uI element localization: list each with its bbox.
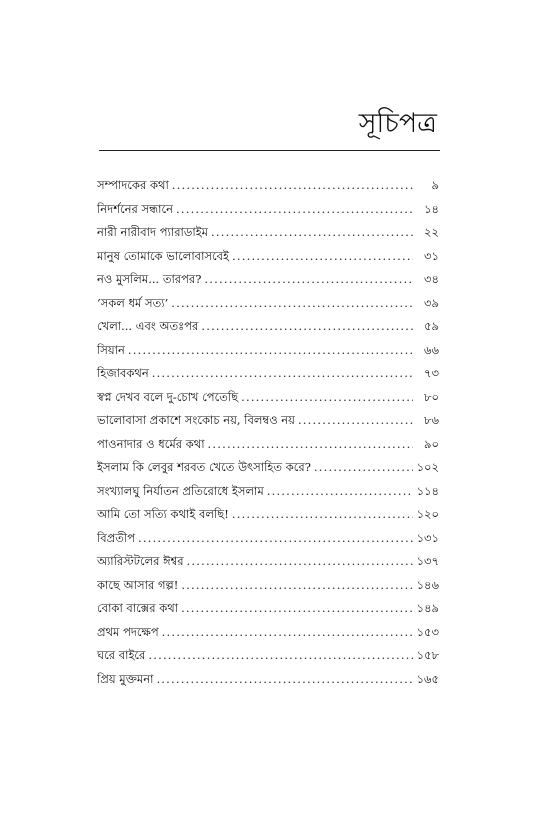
toc-entry[interactable] [97, 248, 439, 272]
toc-entry-title: নিদর্শনের সন্ধানে [97, 201, 173, 216]
dot-leader [314, 460, 413, 474]
toc-entry-title: মানুষ তোমাকে ভালোবাসবেই [97, 248, 230, 263]
toc-entry-page: ১৫৮ [416, 648, 439, 662]
toc-entry-title: সিয়ান [97, 342, 125, 357]
toc-entry-title: কাছে আসার গল্প! [97, 577, 179, 592]
toc-entry-title: প্রিয় মুক্তমনা [97, 671, 154, 686]
dot-leader [187, 554, 413, 568]
dot-leader [181, 578, 412, 592]
toc-entry[interactable] [97, 412, 439, 436]
table-of-contents [97, 177, 439, 694]
dot-leader [181, 601, 413, 615]
dot-leader [171, 296, 413, 310]
toc-entry-page: ৮০ [424, 389, 439, 404]
toc-entry[interactable] [97, 647, 439, 671]
dot-leader [172, 178, 413, 192]
toc-entry-page: ১০২ [416, 460, 439, 474]
toc-entry-page: ১৩১ [416, 530, 439, 545]
dot-leader [267, 484, 413, 498]
toc-entry-title: সংখ্যালঘু নির্যাতন প্রতিরোধে ইসলাম [97, 483, 264, 498]
toc-entry[interactable] [97, 600, 439, 624]
toc-entry-title: বিপ্রতীপ [97, 530, 135, 545]
toc-entry-page: ৭৩ [424, 366, 439, 380]
toc-entry-page: ১৪৯ [416, 601, 439, 615]
dot-leader [201, 319, 413, 333]
toc-entry[interactable] [97, 201, 439, 225]
toc-entry-title: খেলা... এবং অতঃপর [97, 319, 199, 333]
toc-entry-title: স্বপ্ন দেখব বলে দু-চোখ পেতেছি [97, 389, 239, 404]
toc-entry-page: ১১৪ [416, 483, 439, 498]
dot-leader [232, 249, 413, 263]
toc-entry[interactable] [97, 389, 439, 413]
dot-leader [128, 343, 413, 357]
toc-entry-page: ৯০ [424, 436, 439, 451]
toc-entry-page: ১৫৩ [416, 624, 439, 639]
toc-entry[interactable] [97, 530, 439, 554]
toc-entry-page: ২২ [424, 225, 439, 239]
toc-entry[interactable] [97, 295, 439, 319]
toc-entry[interactable] [97, 483, 439, 507]
toc-entry-title: ইসলাম কি লেবুর শরবত খেতে উৎসাহিত করে? [97, 460, 311, 474]
title-divider [99, 150, 440, 151]
dot-leader [156, 672, 412, 686]
toc-entry[interactable] [97, 577, 439, 601]
toc-entry-title: অ্যারিস্টটলের ঈশ্বর [97, 554, 184, 568]
page-title: সূচিপত্র [358, 108, 437, 139]
dot-leader [176, 202, 413, 216]
dot-leader [211, 225, 413, 239]
toc-entry-title: হিজাবকথন [97, 366, 149, 380]
toc-entry-page: ৫৯ [424, 319, 439, 333]
toc-entry-title: ভালোবাসা প্রকাশে সংকোচ নয়, বিলম্বও নয় [97, 413, 295, 427]
toc-entry-page: ৩১ [424, 248, 439, 263]
toc-entry[interactable] [97, 365, 439, 389]
dot-leader [152, 366, 413, 380]
toc-entry-title: নারী নারীবাদ প্যারাডাইম [97, 225, 209, 239]
toc-entry[interactable] [97, 459, 439, 483]
toc-entry[interactable] [97, 671, 439, 695]
toc-entry[interactable] [97, 224, 439, 248]
toc-entry-title: প্রথম পদক্ষেপ [97, 624, 159, 639]
toc-entry[interactable] [97, 506, 439, 530]
dot-leader [138, 531, 413, 545]
dot-leader [232, 507, 413, 521]
toc-entry[interactable] [97, 553, 439, 577]
toc-entry-title: পাওনাদার ও ধর্মের কথা [97, 436, 205, 451]
toc-entry-page: ৬৬ [424, 342, 439, 357]
toc-entry-page: ১২০ [416, 507, 439, 521]
dot-leader [298, 413, 413, 427]
dot-leader [148, 648, 412, 662]
toc-entry-page: ১৩৭ [416, 554, 439, 568]
toc-entry[interactable] [97, 177, 439, 201]
toc-entry-title: বোকা বাক্সের কথা [97, 601, 179, 615]
dot-leader [241, 390, 413, 404]
toc-entry-page: ৯ [431, 178, 439, 192]
toc-entry[interactable] [97, 342, 439, 366]
toc-entry-page: ৩৯ [424, 295, 439, 310]
toc-entry-page: ১৬৫ [416, 671, 439, 686]
toc-entry-title: আমি তো সত্যি কথাই বলছি! [97, 507, 229, 521]
toc-entry-title: নও মুসলিম... তারপর? [97, 272, 202, 286]
toc-entry[interactable] [97, 271, 439, 295]
dot-leader [208, 437, 413, 451]
toc-entry-title: ‘সকল ধর্ম সত্য’ [97, 295, 169, 310]
toc-entry-page: ১৪৬ [416, 577, 439, 592]
dot-leader [162, 625, 413, 639]
dot-leader [204, 272, 413, 286]
toc-entry-title: ঘরে বাইরে [97, 648, 146, 662]
toc-entry[interactable] [97, 436, 439, 460]
toc-entry[interactable] [97, 318, 439, 342]
toc-entry-title: সম্পাদকের কথা [97, 178, 169, 192]
toc-entry-page: ৮৬ [424, 413, 439, 427]
toc-entry[interactable] [97, 624, 439, 648]
toc-entry-page: ৩৪ [424, 272, 439, 286]
toc-entry-page: ১৪ [424, 201, 439, 216]
